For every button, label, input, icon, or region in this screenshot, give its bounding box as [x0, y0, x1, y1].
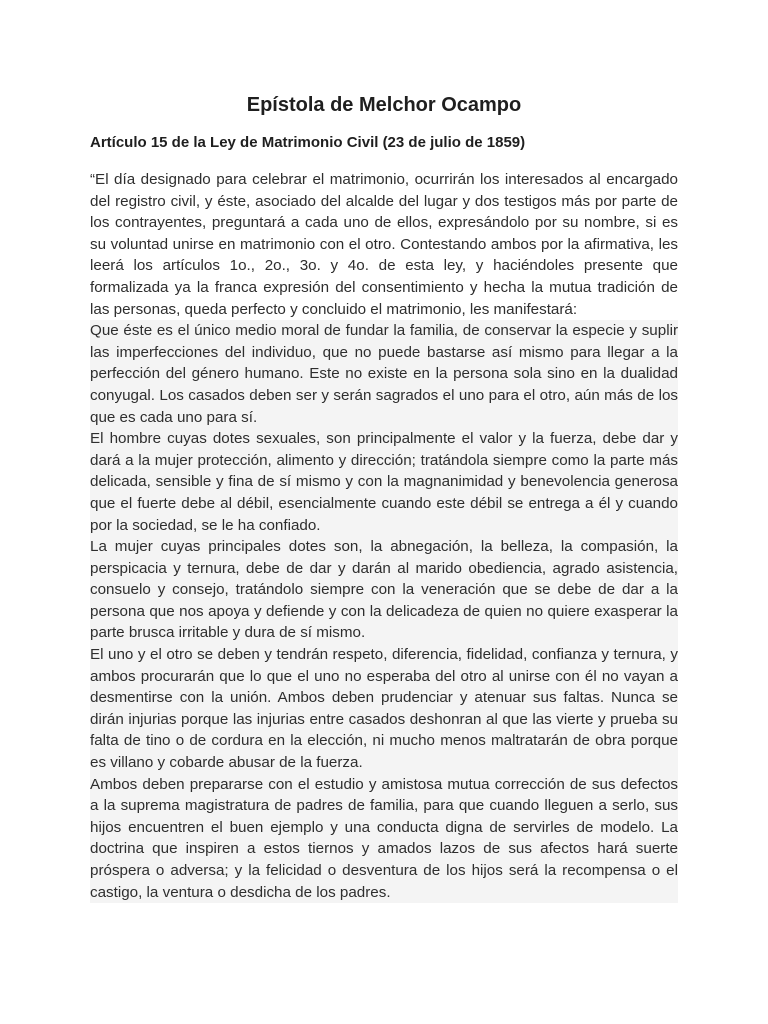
document-body — [90, 169, 678, 903]
paragraph-marriage-purpose: Que éste es el único medio moral de fundar la familia, de conservar la especie y suplir las imperfecciones del individuo, que no puede bastarse así mismo para llegar a la perfección del género humano. Este no existe en la persona sola sino en la dualidad conyugal. Los casados deben ser y serán sagrados el uno para el otro, aún más de los que es cada uno para sí. — [90, 320, 678, 428]
paragraph-mutual-respect: El uno y el otro se deben y tendrán respeto, diferencia, fidelidad, confianza y ternura, y ambos procurarán que lo que el uno no esperaba del otro al unirse con él no vayan a desmentirse con la unión. Ambos deben prudenciar y atenuar sus faltas. Nunca se dirán injurias porque las injurias entre casados deshonran al que las vierte y prueba su falta de tino o de cordura en la elección, ni mucho menos maltratarán de obra porque es villano y cobarde abusar de la fuerza. — [90, 644, 678, 774]
document-title: Epístola de Melchor Ocampo — [246, 94, 522, 116]
document-subtitle: Artículo 15 de la Ley de Matrimonio Civil (23 de julio de 1859) — [90, 134, 526, 151]
paragraph-parenthood: Ambos deben prepararse con el estudio y amistosa mutua corrección de sus defectos a la suprema magistratura de padres de familia, para que cuando lleguen a serlo, sus hijos encuentren el buen ejemplo y una conducta digna de servirles de modelo. La doctrina que inspiren a estos tiernos y amados lazos de sus afectos hará suerte próspera o adversa; y la felicidad o desventura de los hijos será la recompensa o el castigo, la ventura o desdicha de los padres. — [90, 774, 678, 904]
paragraph-husband-duties: El hombre cuyas dotes sexuales, son principalmente el valor y la fuerza, debe dar y dará a la mujer protección, alimento y dirección; tratándola siempre como la parte más delicada, sensible y fina de sí mismo y con la magnanimidad y benevolencia generosa que el fuerte debe al débil, esencialmente cuando este débil se entrega a él y cuando por la sociedad, se le ha confiado. — [90, 428, 678, 536]
paragraph-wife-duties: La mujer cuyas principales dotes son, la abnegación, la belleza, la compasión, la perspicacia y ternura, debe de dar y darán al marido obediencia, agrado asistencia, consuelo y consejo, tratándolo siempre con la veneración que se debe de dar a la persona que nos apoya y defiende y con la delicadeza de quien no quiere exasperar la parte brusca irritable y dura de sí mismo. — [90, 536, 678, 644]
paragraph-intro: “El día designado para celebrar el matrimonio, ocurrirán los interesados al encargado del registro civil, y éste, asociado del alcalde del lugar y dos testigos más por parte de los contrayentes, preguntará a cada uno de ellos, expresándolo por su nombre, si es su voluntad unirse en matrimonio con el otro. Contestando ambos por la afirmativa, les leerá los artículos 1o., 2o., 3o. y 4o. de esta ley, y haciéndoles presente que formalizada ya la franca expresión del consentimiento y hecha la mutua tradición de las personas, queda perfecto y concluido el matrimonio, les manifestará: — [90, 171, 678, 318]
